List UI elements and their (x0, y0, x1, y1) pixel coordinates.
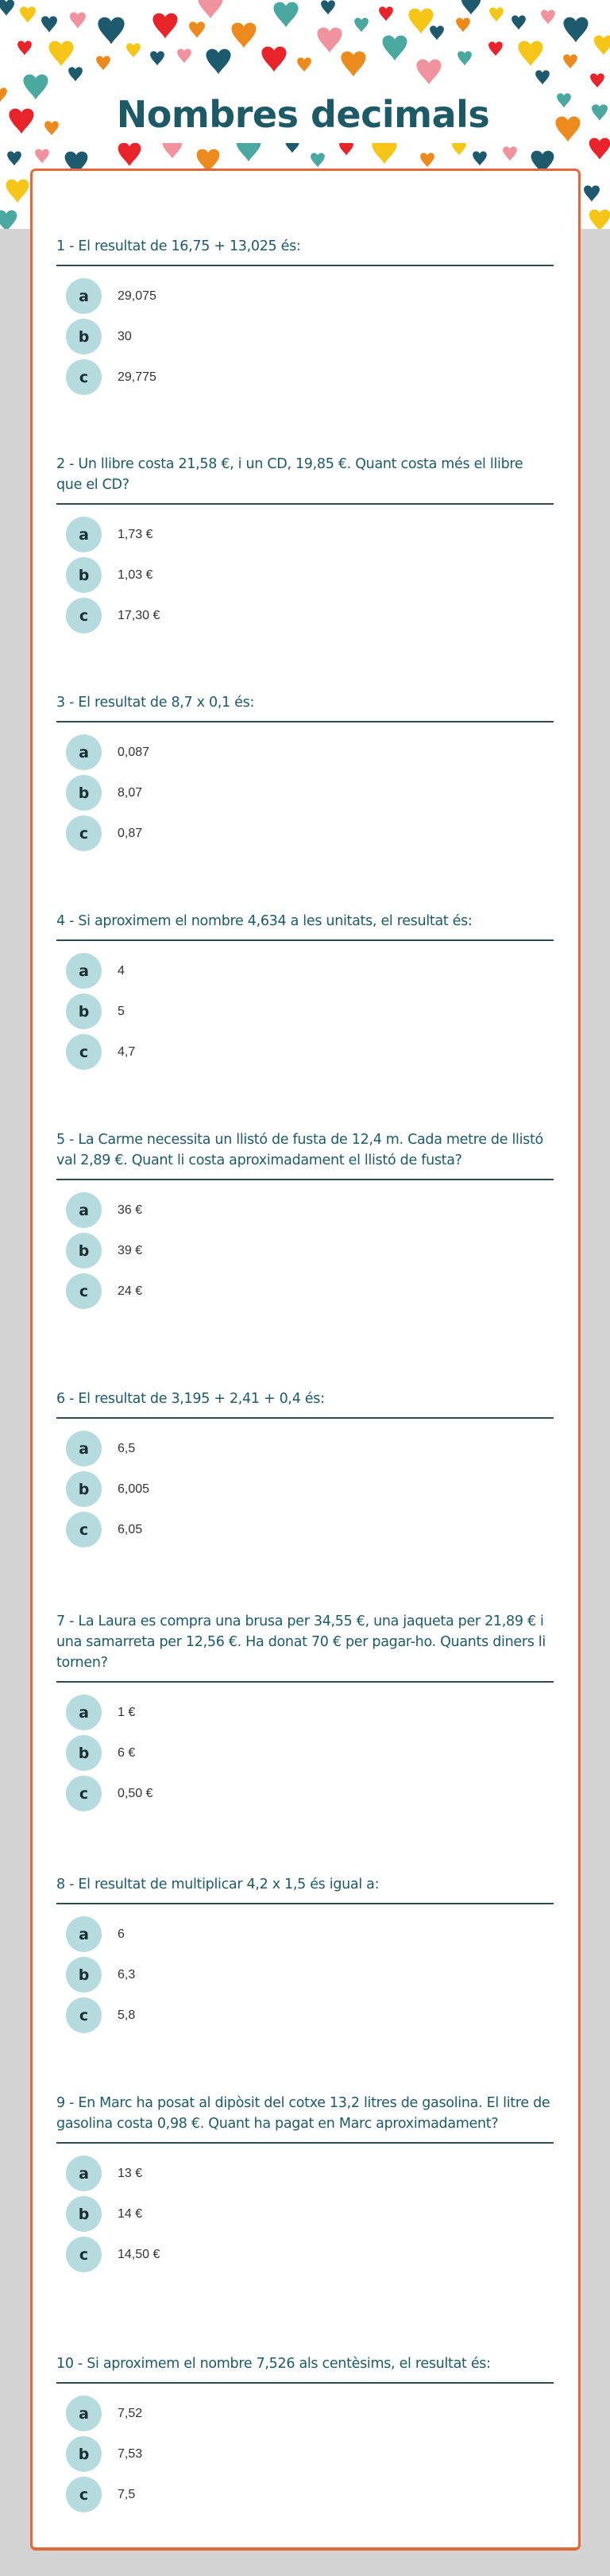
option-c[interactable] (56, 2477, 554, 2512)
question-text: 1 - El resultat de 16,75 + 13,025 és: (56, 238, 301, 254)
question-text: 10 - Si aproximem el nombre 7,526 als centèsims, el resultat és: (56, 2356, 491, 2372)
options-list (56, 1192, 554, 1309)
option-text: 6,5 (118, 1441, 136, 1455)
option-letter-bubble[interactable]: b (66, 319, 102, 354)
question-7 (56, 1611, 554, 1816)
page-title: Nombres decimals (116, 93, 490, 136)
question-3 (56, 692, 554, 856)
option-b[interactable] (56, 557, 554, 593)
options-list (56, 734, 554, 851)
option-text: 1,73 € (118, 527, 153, 541)
option-b[interactable] (56, 2196, 554, 2232)
option-b[interactable] (56, 994, 554, 1029)
option-text: 39 € (118, 1243, 143, 1257)
option-text: 6,3 (118, 1967, 136, 1981)
question-divider (56, 939, 554, 941)
option-a[interactable] (56, 2156, 554, 2191)
option-a[interactable] (56, 278, 554, 314)
option-letter-bubble[interactable]: c (66, 2477, 102, 2512)
question-divider (56, 1179, 554, 1180)
option-text: 6,05 (118, 1522, 143, 1536)
option-text: 0,087 (118, 745, 150, 759)
option-c[interactable] (56, 1997, 554, 2033)
options-list (56, 1431, 554, 1548)
option-c[interactable] (56, 598, 554, 633)
question-4 (56, 911, 554, 1075)
options-list (56, 1916, 554, 2033)
option-b[interactable] (56, 1233, 554, 1269)
option-c[interactable] (56, 359, 554, 395)
option-b[interactable] (56, 1471, 554, 1507)
option-letter-bubble[interactable]: b (66, 557, 102, 593)
option-text: 14,50 € (118, 2247, 160, 2261)
question-text: 6 - El resultat de 3,195 + 2,41 + 0,4 és: (56, 1391, 325, 1407)
option-text: 24 € (118, 1284, 143, 1298)
options-list (56, 2396, 554, 2512)
option-a[interactable] (56, 1431, 554, 1466)
title-box (60, 86, 546, 143)
option-text: 1,03 € (118, 567, 153, 582)
option-a[interactable] (56, 517, 554, 552)
option-a[interactable] (56, 1695, 554, 1730)
question-5 (56, 1129, 554, 1314)
option-b[interactable] (56, 1735, 554, 1771)
option-text: 14 € (118, 2206, 143, 2221)
question-text: 3 - El resultat de 8,7 x 0,1 és: (56, 695, 255, 711)
option-text: 13 € (118, 2166, 143, 2180)
question-text: 7 - La Laura es compra una brusa per 34,55 €, una jaqueta per 21,89 € i una samarreta per 12,56 €. Ha donat 70 € per pagar-ho. Quants diners li tornen? (56, 1613, 546, 1671)
question-text: 8 - El resultat de multiplicar 4,2 x 1,5 és igual a: (56, 1877, 380, 1892)
option-text: 7,53 (118, 2446, 143, 2461)
option-a[interactable] (56, 1916, 554, 1952)
option-letter-bubble[interactable]: b (66, 1957, 102, 1993)
question-divider (56, 1681, 554, 1683)
option-letter-bubble[interactable]: a (66, 734, 102, 770)
option-letter-bubble[interactable]: b (66, 2436, 102, 2472)
question-divider (56, 2142, 554, 2144)
option-c[interactable] (56, 1273, 554, 1309)
option-letter-bubble[interactable]: b (66, 1471, 102, 1507)
option-letter-bubble[interactable]: a (66, 1695, 102, 1730)
option-letter-bubble[interactable]: b (66, 1233, 102, 1269)
option-c[interactable] (56, 2237, 554, 2272)
options-list (56, 1695, 554, 1811)
option-letter-bubble[interactable]: c (66, 1273, 102, 1309)
option-text: 7,5 (118, 2487, 136, 2501)
option-letter-bubble[interactable]: b (66, 775, 102, 811)
question-divider (56, 1417, 554, 1419)
question-10 (56, 2353, 554, 2517)
option-text: 29,075 (118, 289, 156, 303)
option-letter-bubble[interactable]: c (66, 1512, 102, 1548)
option-text: 36 € (118, 1203, 143, 1217)
option-text: 1 € (118, 1705, 136, 1719)
question-divider (56, 265, 554, 266)
option-b[interactable] (56, 2436, 554, 2472)
option-letter-bubble[interactable]: c (66, 815, 102, 851)
option-text: 30 (118, 329, 132, 343)
option-letter-bubble[interactable]: a (66, 517, 102, 552)
options-list (56, 278, 554, 395)
question-text: 2 - Un llibre costa 21,58 €, i un CD, 19,85 €. Quant costa més el llibre que el CD? (56, 456, 523, 493)
option-letter-bubble[interactable]: c (66, 1776, 102, 1811)
option-c[interactable] (56, 815, 554, 851)
option-letter-bubble[interactable]: a (66, 1192, 102, 1228)
option-text: 5 (118, 1004, 125, 1018)
option-text: 17,30 € (118, 608, 160, 622)
option-text: 4,7 (118, 1044, 136, 1059)
question-2 (56, 454, 554, 638)
option-b[interactable] (56, 319, 554, 354)
question-divider (56, 2382, 554, 2384)
options-list (56, 953, 554, 1070)
options-list (56, 517, 554, 633)
question-divider (56, 503, 554, 505)
option-letter-bubble[interactable]: c (66, 1034, 102, 1070)
option-letter-bubble[interactable]: c (66, 359, 102, 395)
option-c[interactable] (56, 1512, 554, 1548)
option-a[interactable] (56, 953, 554, 989)
question-text: 4 - Si aproximem el nombre 4,634 a les unitats, el resultat és: (56, 913, 473, 929)
option-letter-bubble[interactable]: b (66, 1735, 102, 1771)
option-letter-bubble[interactable]: a (66, 1916, 102, 1952)
option-text: 0,87 (118, 826, 143, 840)
option-letter-bubble[interactable]: a (66, 953, 102, 989)
option-text: 6,005 (118, 1482, 150, 1496)
options-list (56, 2156, 554, 2272)
question-6 (56, 1389, 554, 1552)
option-letter-bubble[interactable]: c (66, 2237, 102, 2272)
option-letter-bubble[interactable]: a (66, 2156, 102, 2191)
option-text: 0,50 € (118, 1786, 153, 1800)
option-b[interactable] (56, 775, 554, 811)
question-text: 9 - En Marc ha posat al dipòsit del cotxe 13,2 litres de gasolina. El litre de gasolina costa 0,98 €. Quant ha pagat en Marc aproximadament? (56, 2095, 550, 2132)
option-c[interactable] (56, 1034, 554, 1070)
question-1 (56, 236, 554, 400)
quiz-card (30, 169, 581, 2551)
option-text: 7,52 (118, 2406, 143, 2420)
option-text: 8,07 (118, 785, 143, 800)
option-text: 6 (118, 1927, 125, 1941)
option-c[interactable] (56, 1776, 554, 1811)
option-text: 29,775 (118, 370, 156, 384)
question-text: 5 - La Carme necessita un llistó de fusta de 12,4 m. Cada metre de llistó val 2,89 €. Quant li costa aproximadament el llistó de fusta? (56, 1132, 543, 1168)
question-divider (56, 1903, 554, 1904)
option-text: 5,8 (118, 2008, 136, 2022)
option-a[interactable] (56, 1192, 554, 1228)
option-b[interactable] (56, 1957, 554, 1993)
option-letter-bubble[interactable]: b (66, 2196, 102, 2232)
option-letter-bubble[interactable]: c (66, 598, 102, 633)
question-8 (56, 1874, 554, 2038)
option-letter-bubble[interactable]: a (66, 1431, 102, 1466)
option-letter-bubble[interactable]: a (66, 278, 102, 314)
option-text: 6 € (118, 1745, 136, 1760)
question-divider (56, 721, 554, 722)
option-letter-bubble[interactable]: a (66, 2396, 102, 2431)
option-letter-bubble[interactable]: c (66, 1997, 102, 2033)
option-text: 4 (118, 963, 125, 978)
option-a[interactable] (56, 734, 554, 770)
option-a[interactable] (56, 2396, 554, 2431)
question-9 (56, 2093, 554, 2277)
option-letter-bubble[interactable]: b (66, 994, 102, 1029)
